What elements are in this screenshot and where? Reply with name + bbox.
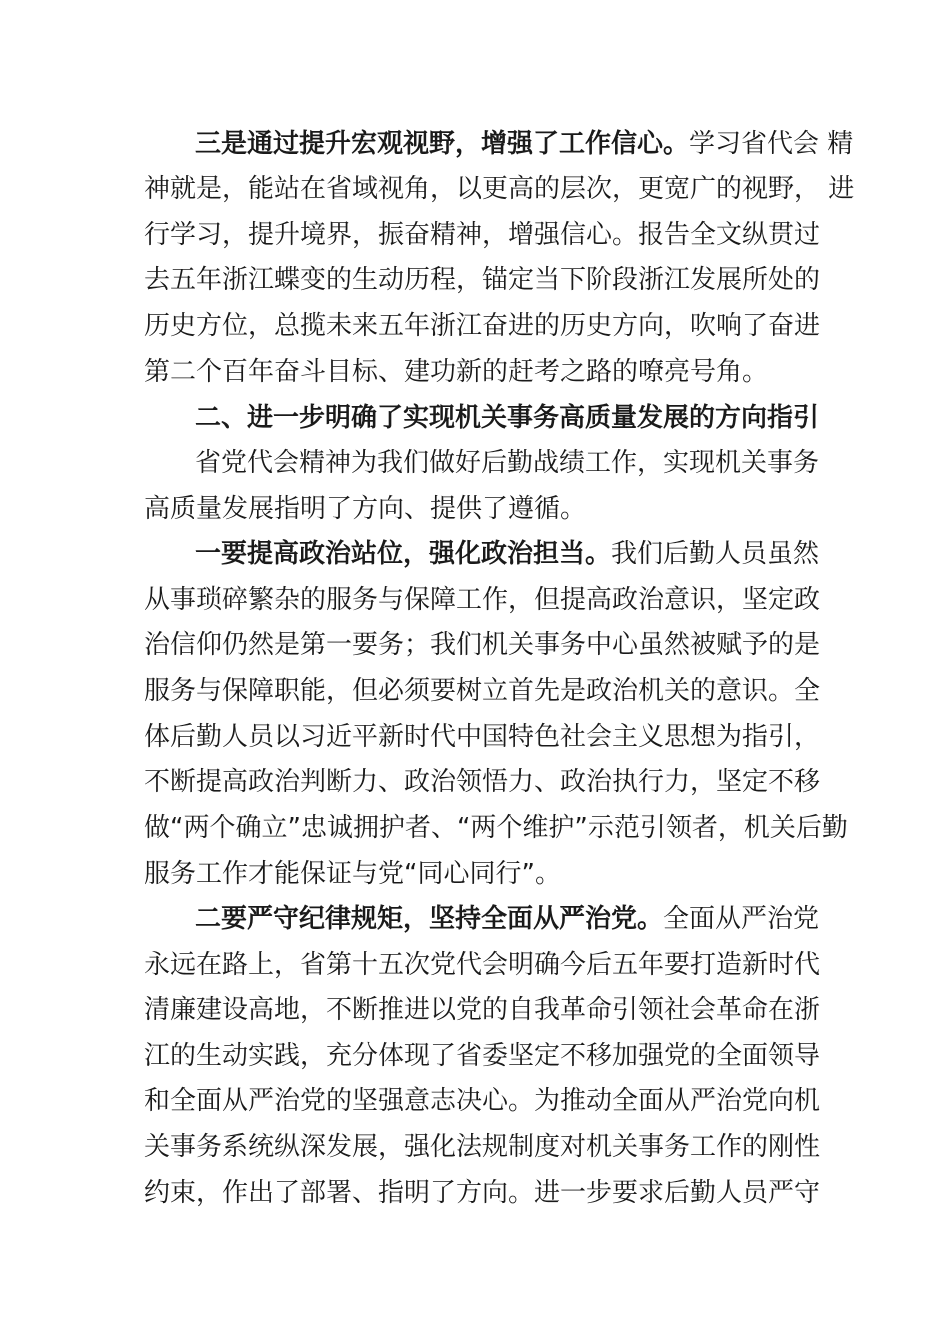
paragraph-line bbox=[144, 668, 821, 714]
paragraph-line bbox=[144, 486, 810, 532]
paragraph-line bbox=[144, 987, 821, 1033]
paragraph-line bbox=[195, 121, 854, 167]
paragraph-line bbox=[144, 851, 810, 897]
line-text: 去五年浙江蝶变的生动历程，锚定当下阶段浙江发展所处的 bbox=[144, 265, 821, 295]
line-text: 从事琐碎繁杂的服务与保障工作，但提高政治意识，坚定政 bbox=[144, 585, 821, 615]
section-heading bbox=[195, 395, 820, 441]
line-text: 全面从严治党 bbox=[663, 904, 820, 934]
line-text: 和全面从严治党的坚强意志决心。为推动全面从严治党向机 bbox=[144, 1086, 821, 1116]
paragraph-line bbox=[144, 1033, 821, 1079]
paragraph-line bbox=[144, 166, 855, 212]
paragraph-line bbox=[144, 805, 848, 851]
line-text: 服务工作才能保证与党“同心同行”。 bbox=[144, 859, 561, 889]
line-text: 历史方位，总揽未来五年浙江奋进的历史方向，吹响了奋进 bbox=[144, 311, 821, 341]
heading-text: 二、进一步明确了实现机关事务高质量发展的方向指引 bbox=[195, 403, 820, 433]
line-text: 第二个百年奋斗目标、建功新的赶考之路的嘹亮号角。 bbox=[144, 357, 769, 387]
paragraph-line bbox=[195, 896, 820, 942]
paragraph-line bbox=[144, 577, 821, 623]
line-text: 永远在路上，省第十五次党代会明确今后五年要打造新时代 bbox=[144, 950, 821, 980]
line-text: 不断提高政治判断力、政治领悟力、政治执行力，坚定不移 bbox=[144, 767, 821, 797]
bold-lead: 三是通过提升宏观视野，增强了工作信心。 bbox=[195, 129, 690, 159]
line-text: 行学习，提升境界，振奋精神，增强信心。报告全文纵贯过 bbox=[144, 220, 821, 250]
line-text: 体后勤人员以习近平新时代中国特色社会主义思想为指引， bbox=[144, 722, 821, 752]
line-text: 高质量发展指明了方向、提供了遵循。 bbox=[144, 494, 587, 524]
paragraph-line bbox=[144, 303, 821, 349]
paragraph-line bbox=[144, 349, 810, 395]
bold-lead: 二要严守纪律规矩，坚持全面从严治党。 bbox=[195, 904, 664, 934]
line-text: 约束，作出了部署、指明了方向。进一步要求后勤人员严守 bbox=[144, 1178, 821, 1208]
paragraph-line bbox=[144, 1124, 821, 1170]
paragraph-line bbox=[144, 942, 821, 988]
paragraph-line bbox=[144, 257, 821, 303]
line-text: 江的生动实践，充分体现了省委坚定不移加强党的全面领导 bbox=[144, 1041, 821, 1071]
paragraph-line bbox=[195, 440, 820, 486]
line-text: 关事务系统纵深发展，强化法规制度对机关事务工作的刚性 bbox=[144, 1132, 821, 1162]
paragraph-line bbox=[144, 759, 821, 805]
paragraph-line bbox=[144, 212, 821, 258]
line-text: 服务与保障职能，但必须要树立首先是政治机关的意识。全 bbox=[144, 676, 821, 706]
line-text: 学习省代会 精 bbox=[689, 129, 854, 159]
line-text: 我们后勤人员虽然 bbox=[611, 539, 820, 569]
line-text: 做“两个确立”忠诚拥护者、“两个维护”示范引领者，机关后勤 bbox=[144, 813, 848, 843]
paragraph-line bbox=[195, 531, 820, 577]
paragraph-line bbox=[144, 714, 821, 760]
bold-lead: 一要提高政治站位，强化政治担当。 bbox=[195, 539, 612, 569]
paragraph-line bbox=[144, 1078, 821, 1124]
paragraph-line bbox=[144, 1170, 821, 1216]
line-text: 治信仰仍然是第一要务；我们机关事务中心虽然被赋予的是 bbox=[144, 630, 821, 660]
line-text: 清廉建设高地，不断推进以党的自我革命引领社会革命在浙 bbox=[144, 995, 821, 1025]
line-text: 神就是，能站在省域视角，以更高的层次，更宽广的视野， 进 bbox=[144, 174, 855, 204]
paragraph-line bbox=[144, 622, 821, 668]
line-text: 省党代会精神为我们做好后勤战绩工作，实现机关事务 bbox=[195, 448, 820, 478]
